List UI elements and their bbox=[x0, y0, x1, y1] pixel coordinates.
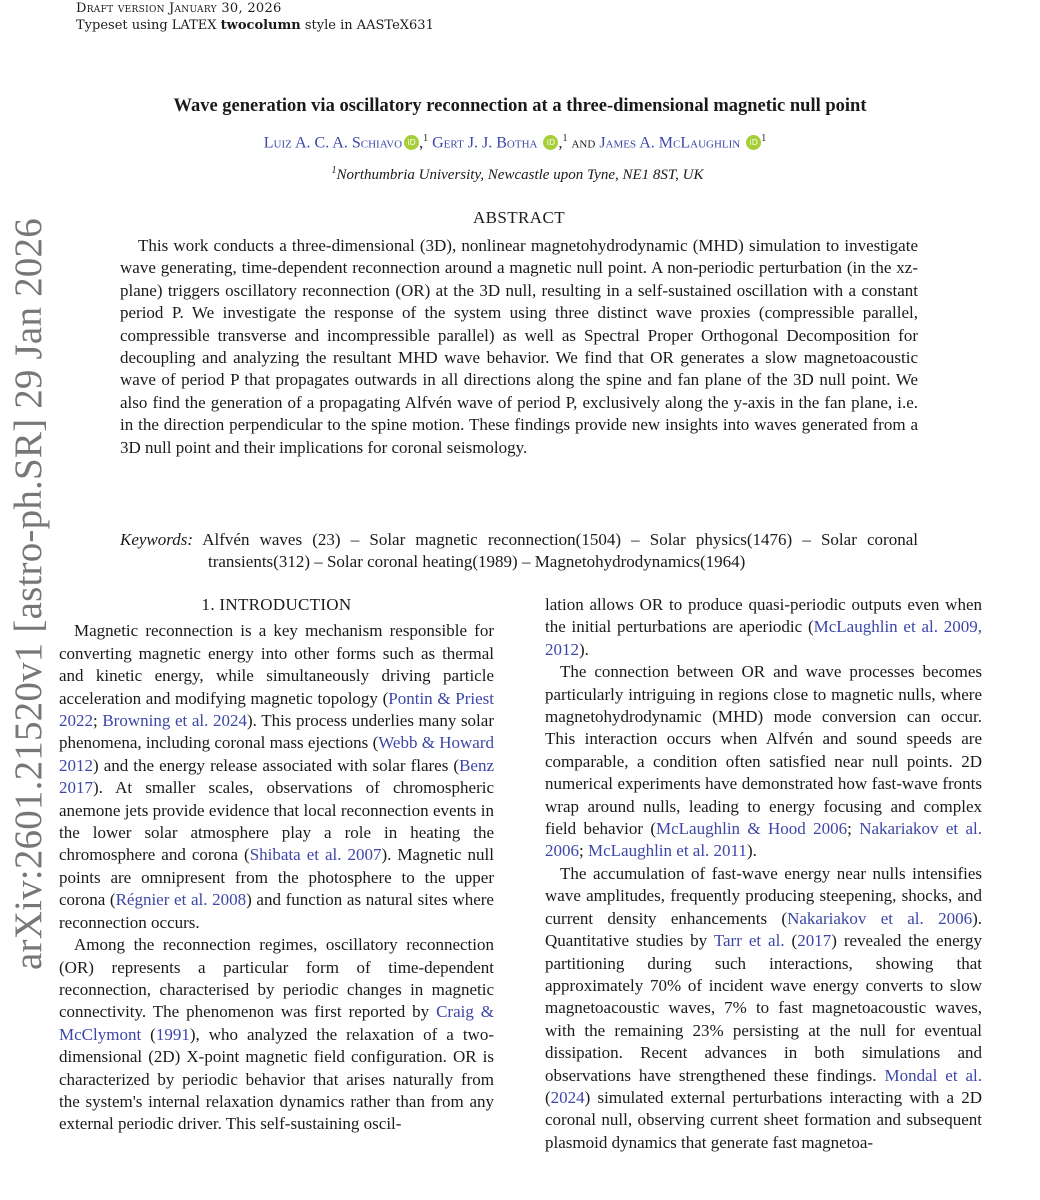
citation-link[interactable]: McLaughlin et al. 2011 bbox=[587, 841, 747, 861]
keywords-text: Alfvén waves (23) – Solar magnetic reconnection(1504) – Solar physics(1476) – Solar coronal transients(312) – Solar coronal heating(1989) – Magnetohydrodynamics(1964) bbox=[202, 530, 918, 572]
author-list: Luiz A. C. A. Schiavo iD ,$^1$ Gert J. J. Botha iD ,$^1$ and James A. McLaughlin iD $^1$ bbox=[263, 133, 767, 152]
citation-link[interactable]: Tarr et al. bbox=[713, 931, 785, 951]
orcid-icon[interactable]: iD bbox=[746, 135, 761, 150]
citation-link[interactable]: Browning et al. 2024 bbox=[102, 711, 247, 731]
draft-prefix: Draft version bbox=[76, 1, 165, 16]
abstract-body: This work conducts a three-dimensional (3D), nonlinear magnetohydrodynamic (MHD) simulation to investigate wave generating, time-dependent reconnection around a magnetic null point. A non-periodic perturbation (in the xz-plane) triggers oscillatory reconnection (OR) at the 3D null, resulting in a self-sustained oscillation with a constant period P. We investigate the response of the system using three distinct wave proxies (compressible parallel, compressible transverse and incompressible parallel) as well as Spectral Proper Orthogonal Decomposition for decoupling and analyzing the resultant MHD wave behavior. We find that OR generates a slow magnetoacoustic wave of period P that propagates outwards in all directions along the spine and fan plane of the 3D null point. We also find the generation of a propagating Alfvén wave of period P, exclusively along the y-axis in the fan plane, i.e. in the direction perpendicular to the spine motion. These findings provide new insights into waves generated from a 3D null point and their implications for coronal seismology. bbox=[120, 236, 918, 457]
draft-date: January 30, 2026 bbox=[168, 1, 282, 16]
text-run: lation allows OR to produce quasi-periodic outputs even when the initial perturbations are aperiodic ( bbox=[545, 595, 982, 637]
text-run: The accumulation of fast-wave energy near nulls intensifies wave amplitudes, frequently producing steepening, shocks, and current density enhancements ( bbox=[545, 863, 982, 928]
text-run: Among the reconnection regimes, oscillatory reconnection (OR) represents a particular form of time-dependent reconnection, characterised by periodic changes in magnetic connectivity. The phenomenon was first reported by bbox=[59, 935, 494, 1022]
author-mclaughlin[interactable]: James A. McLaughlin bbox=[599, 134, 741, 152]
text-run: ; bbox=[579, 841, 588, 861]
text-run: ). This process underlies many solar phenomena, including coronal mass ejections ( bbox=[59, 711, 494, 753]
citation-link[interactable]: 2017 bbox=[797, 931, 832, 951]
section-heading-introduction: 1. INTRODUCTION bbox=[201, 595, 352, 614]
author-botha[interactable]: Gert J. J. Botha bbox=[432, 134, 538, 152]
author-schiavo[interactable]: Luiz A. C. A. Schiavo bbox=[263, 134, 403, 152]
intro-paragraph-3 bbox=[545, 661, 982, 863]
text-run: ). At smaller scales, observations of chromospheric anemone jets provide evidence that local reconnection events in the lower solar atmosphere play a role in heating the chromosphere and corona ( bbox=[59, 778, 494, 865]
right-column bbox=[545, 594, 982, 1154]
text-run: ; bbox=[93, 711, 103, 731]
intro-paragraph-2 bbox=[59, 934, 494, 1136]
text-run: ). Magnetic null points are omnipresent from the photosphere to the upper corona ( bbox=[59, 845, 494, 910]
text-run: ) and the energy release associated with solar flares ( bbox=[93, 755, 460, 775]
text-run: ). Quantitative studies by bbox=[545, 908, 982, 951]
intro-paragraph-4 bbox=[545, 863, 982, 1154]
abstract-heading: ABSTRACT bbox=[473, 208, 565, 227]
citation-link[interactable]: McLaughlin & Hood 2006 bbox=[656, 819, 848, 839]
typeset-pre: Typeset using bbox=[76, 18, 172, 33]
orcid-icon[interactable]: iD bbox=[404, 135, 419, 150]
text-run: The connection between OR and wave processes becomes particularly intriguing in regions close to magnetic nulls, where magnetohydrodynamic (MHD) mode conversion can occur. This interaction occurs when Alfvén and sound speeds are comparable, a condition often satisfied near null points. 2D numerical experiments have demonstrated how fast-wave fronts wrap around nulls, leading to energy focusing and complex field behavior ( bbox=[545, 662, 982, 839]
affiliation-text: Northumbria University, Newcastle upon Tyne, NE1 8ST, UK bbox=[336, 167, 704, 183]
citation-link[interactable]: Benz 2017 bbox=[59, 755, 494, 798]
affil-mark: 1 bbox=[761, 133, 767, 144]
affil-mark: 1 bbox=[331, 165, 337, 176]
intro-paragraph-1 bbox=[59, 620, 494, 934]
citation-link[interactable]: Régnier et al. 2008 bbox=[115, 890, 247, 910]
draft-line bbox=[76, 0, 434, 17]
preprint-header bbox=[76, 0, 434, 34]
citation-link[interactable]: 2024 bbox=[550, 1087, 585, 1107]
typeset-line bbox=[76, 17, 434, 34]
latex-logo: LATEX bbox=[171, 18, 217, 33]
citation-link[interactable]: Craig & McClymont bbox=[59, 1002, 494, 1044]
left-column bbox=[59, 593, 494, 1136]
text-run: ( bbox=[141, 1024, 156, 1044]
text-run: ) revealed the energy partitioning during such interactions, showing that approximately 70% of incident wave energy converts to slow magnetoacoustic waves, 7% to fast magnetoacoustic waves, with the remaining 23% persisting at the null for eventual dissipation. Recent advances in both simulations and observations have strengthened these findings. bbox=[545, 931, 982, 1085]
text-run: ). bbox=[746, 841, 757, 861]
citation-link[interactable]: Mondal et al. bbox=[884, 1065, 982, 1085]
citation-link[interactable]: 1991 bbox=[155, 1024, 190, 1044]
affil-mark: 1 bbox=[423, 133, 429, 144]
text-run: ). bbox=[579, 639, 589, 659]
keywords bbox=[120, 529, 918, 574]
text-run: ) and function as natural sites where reconnection occurs. bbox=[59, 890, 494, 932]
affiliation bbox=[0, 165, 1035, 184]
arxiv-identifier: arXiv:2601.21520v1 [astro-ph.SR] 29 Jan 2026 bbox=[7, 218, 50, 970]
citation-link[interactable]: Webb & Howard 2012 bbox=[59, 733, 494, 775]
text-run: ( bbox=[545, 1087, 551, 1107]
citation-link[interactable]: Nakariakov et al. 2006 bbox=[545, 819, 982, 861]
text-run: ; bbox=[847, 819, 860, 839]
text-run: ), who analyzed the relaxation of a two-dimensional (2D) X-point magnetic field configuration. OR is characterized by periodic behavior that arises naturally from the system's internal relaxation dynamics rather than from any external periodic driver. This self-sustaining oscil- bbox=[59, 1024, 494, 1134]
citation-link[interactable]: Nakariakov et al. 2006 bbox=[787, 908, 973, 928]
affil-mark: 1 bbox=[562, 133, 568, 144]
text-run: ) simulated external perturbations interacting with a 2D coronal null, observing current sheet formation and subsequent plasmoid dynamics that generate fast magnetoa- bbox=[545, 1087, 982, 1152]
text-run: Magnetic reconnection is a key mechanism responsible for converting magnetic energy into other forms such as thermal and kinetic energy, while simultaneously driving particle acceleration and modifying magnetic topology ( bbox=[59, 621, 494, 708]
keywords-label: Keywords: bbox=[120, 530, 194, 549]
typeset-post: style in AASTeX631 bbox=[300, 18, 434, 33]
text-run: ( bbox=[784, 931, 798, 951]
and-word: and bbox=[571, 134, 596, 152]
citation-link[interactable]: McLaughlin et al. 2009, 2012 bbox=[545, 617, 982, 659]
citation-link[interactable]: Pontin & Priest 2022 bbox=[59, 688, 494, 731]
citation-link[interactable]: Shibata et al. 2007 bbox=[249, 845, 382, 865]
intro-paragraph-2-cont bbox=[545, 594, 982, 661]
typeset-bold: twocolumn bbox=[220, 18, 301, 33]
orcid-icon[interactable]: iD bbox=[543, 135, 558, 150]
paper-title: Wave generation via oscillatory reconnection at a three-dimensional magnetic null point bbox=[173, 96, 867, 116]
